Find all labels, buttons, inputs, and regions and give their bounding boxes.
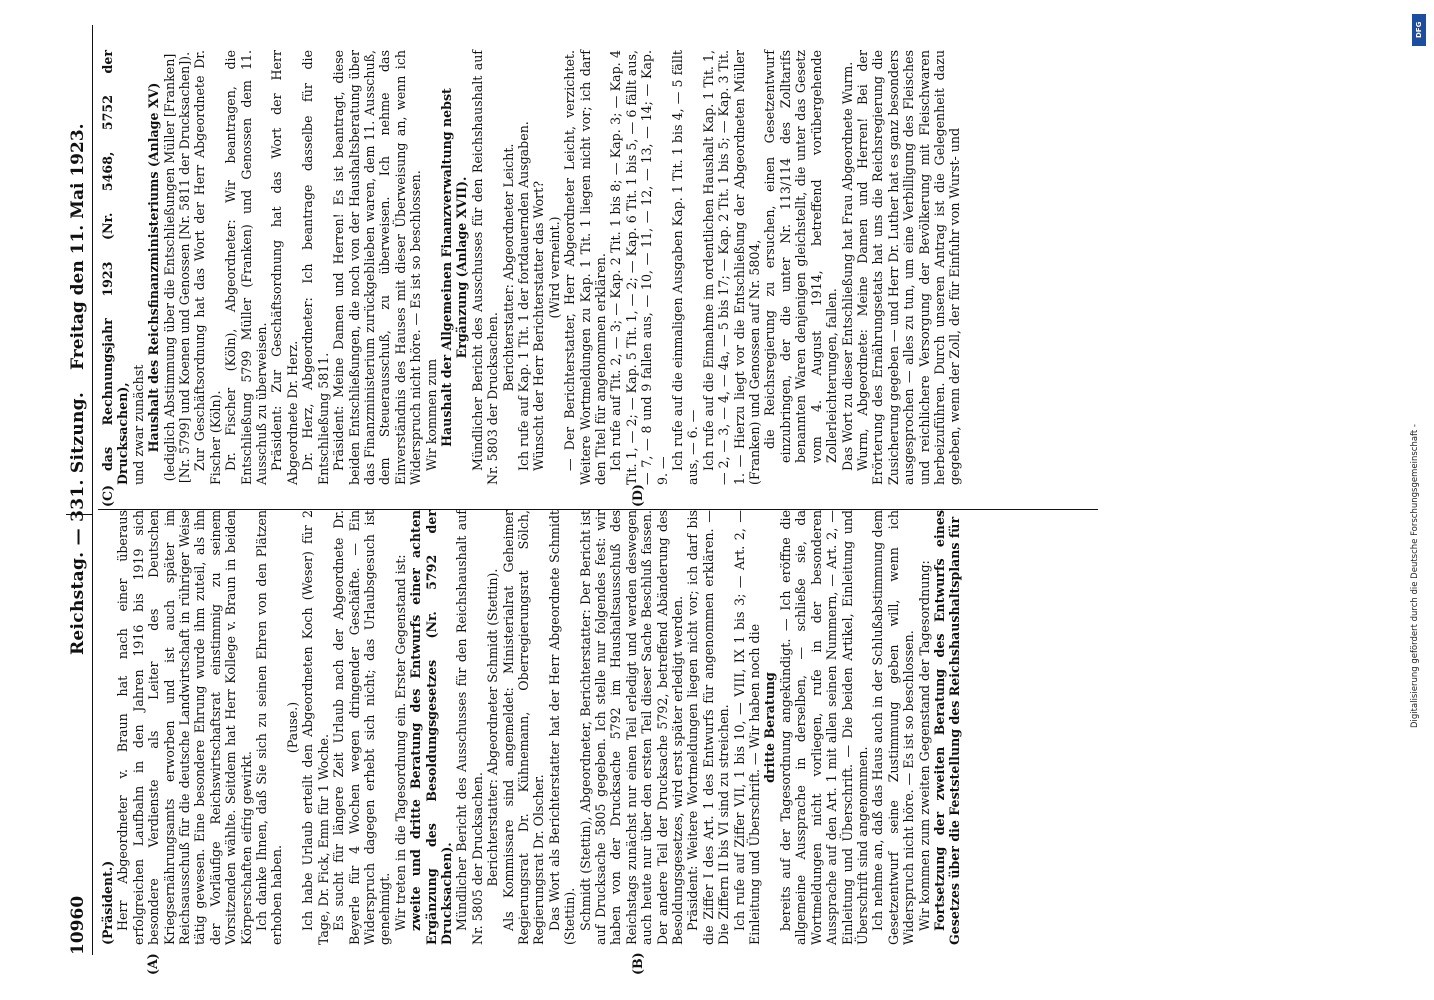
speech: Schmidt (Stettin), Abgeordneter, Berichterstatter: Der Bericht ist auf Drucksache 5805 gegeben. Ich stelle nur folgendes fest: wir haben von der Drucksache 5792 im Haushaltsausschuß des Reichstags zunächst nur einen Teil erledigt und werden deswegen auch heute nur über den ersten Teil dieser Sache Beschluß fassen. Der andere Teil der Drucksache 5792, betreffend Abänderung des Besoldungsgesetzes, wird erst später erledigt werden. [577,510,686,945]
page-number: 10960 [68,895,88,955]
paragraph: Ich rufe auf Tit. 2, — 3; — Kap. 2 Tit. 1 bis 8; — Kap. 3; — Kap. 4 Tit. 1, — 2; — Kap. 5 Tit. 1, — 2; — Kap. 6 Tit. 1 bis 5, — 6 fällt aus, — 7, — 8 und 9 fallen aus, — 10, — 11, — 12, — 13, — 14; — Kap. 9. — [608,50,670,485]
dfg-logo: DFG [1412,14,1426,46]
subheading: dritte Beratung [762,672,778,783]
margin-marker-c: (C) [100,485,115,507]
paragraph: Es sucht für längere Zeit Urlaub nach der Abgeordnete Dr. Beyerle für 4 Wochen wegen dringender Geschäfte. — Ein Widerspruch dagegen erhebt sich nicht; das Urlaubsgesuch ist genehmigt. [331,510,393,945]
paragraph: Herr Abgeordneter v. Braun hat nach einer überaus erfolgreichen Laufbahn in den Jahren 1916 bis 1919 sich besondere Verdienste als Leiter des Deutschen Kriegsernährungsamts erworben und ist auch später im Reichsausschuß für die deutsche Landwirtschaft in rühriger Weise tätig gewesen. Eine besondere Ehrung wurde ihm zuteil, als ihn der Vorläufige Reichswirtschaftsrat einstimmig zu seinem Vorsitzenden wählte. Seitdem hat Herr Kollege v. Braun in beiden Körperschaften eifrig gewirkt. [115,510,254,945]
credit-text: Digitalisierung gefördert durch die Deutsche Forschungsgemeinschaft - [1410,424,1420,728]
paragraph: Ich habe Urlaub erteilt den Abgeordneten Koch (Weser) für 2 Tage, Dr. Fick, Emn für 1 Woche. [300,510,331,945]
paragraph: Ich rufe auf Kap. 1 Tit. 1 der fortdauernden Ausgaben. [515,121,531,471]
paragraph: Ich danke Ihnen, daß Sie sich zu seinen Ehren von den Plätzen erhoben haben. [254,510,285,945]
speech: Präsident: Meine Damen und Herren! Es ist beantragt, diese beiden Entschließungen, die noch von der Haushaltsberatung über das Finanzministerium zurückgeblieben waren, dem 11. Ausschuß, dem Steuerausschuß, zu überweisen. Ich nehme das Einverständnis des Hauses mit dieser Überweisung an, wenn ich Widerspruch nicht höre. — Es ist so beschlossen. [331,50,424,485]
speech: Präsident: Zur Geschäftsordnung hat das Wort der Herr Abgeordnete Dr. Herz. [269,50,300,485]
paragraph: Das Wort zu dieser Entschließung hat Frau Abgeordnete Wurm. [839,61,855,471]
paragraph: Ich rufe auf die Einnahme im ordentlichen Haushalt Kap. 1 Tit. 1, — 2, — 3, — 4, — 4a, — 5 bis 17; — Kap. 2 Tit. 1 bis 5; — Kap. 3 Tit. 1. — Hierzu liegt vor die Entschließung der Abgeordneten Müller (Franken) und Genossen auf Nr. 5804, [700,50,763,485]
speech: Präsident: Weitere Wortmeldungen liegen nicht vor; ich darf bis die Ziffer I des Art. 1 des Entwurfs für angenommen erklären. — Die Ziffern II bis VI sind zu streichen. [685,510,732,945]
speaker-label: (Präsident.) [100,860,115,945]
paragraph: Mündlicher Bericht des Ausschusses für den Reichshaushalt auf Nr. 5803 der Drucksachen. [469,50,501,485]
paragraph: und zwar zunächst [130,364,146,485]
margin-marker-a: (A) [145,953,160,975]
rapporteur-line: Berichterstatter: Abgeordneter Schmidt (Stettin). [485,568,501,887]
paragraph: Ich nehme an, daß das Haus auch in der Schlußabstimmung dem Gesetzentwurf seine Zustimmung geben will, wenn ich Widerspruch nicht höre. — Es ist so beschlossen. [870,510,917,945]
paragraph: Ich rufe auf Ziffer VII, 1 bis 10, — VIII, IX 1 bis 3; — Art. 2, — Einleitung und Überschrift. — Wir haben noch die [731,510,763,945]
paragraph: Als Kommissare sind angemeldet: Ministerialrat Geheimer Regierungsrat Dr. Kühnemann, Oberregierungsrat Sölch, Regierungsrat Dr. Olscher. [500,510,547,945]
speech: Dr. Herz, Abgeordneter: Ich beantrage dasselbe für die Entschließung 5811. [300,50,331,485]
note: (lediglich Abstimmung über die Entschließungen Müller [Franken] [Nr. 5799] und Koenen und Genossen [Nr. 5811 der Drucksachen]). [161,51,193,484]
paragraph: Wir treten in die Tagesordnung ein. Erster Gegenstand ist: [392,554,408,931]
session-date: Freitag den 11. Mai 1923. [68,123,88,370]
agenda-item-cont: das Rechnungsjahr 1923 (Nr. 5468, 5752 der Drucksachen), [100,50,131,485]
rapporteur-line: Berichterstatter: Abgeordneter Leicht. [500,143,516,392]
stage-note: (Wird verneint.) [546,216,562,319]
right-column [100,50,963,485]
budget-heading: Haushalt der Allgemeinen Finanzverwaltung nebst Ergänzung (Anlage XVII). [438,88,470,447]
agenda-item: zweite und dritte Beratung des Entwurfs einer achten Ergänzung des Besoldungsgesetzes (Nr. 5792 der Drucksachen). [408,510,454,945]
running-header [60,25,93,955]
session-title: Reichstag. — 331. Sitzung. [68,391,88,655]
margin-marker-d: (D) [630,484,645,507]
margin-marker-b: (B) [630,952,645,975]
paragraph: Mündlicher Bericht des Ausschusses für den Reichshaushalt auf Nr. 5805 der Drucksachen. [454,510,485,945]
digitization-credit [1410,8,1430,998]
resolution-text: die Reichsregierung zu ersuchen, einen Gesetzentwurf einzubringen, der die unter Nr. 113/114 des Zolltarifs benannten Waren denjenigen gleichstellt, die unter das Gesetz vom 4. August 1914, betreffend vorübergehende Zollerleichterungen, fallen. [762,50,840,463]
left-column [100,510,963,945]
header-divider [66,514,93,515]
paragraph: Ich rufe auf die einmaligen Ausgaben Kap. 1 Tit. 1 bis 4, — 5 fällt aus, — 6. — [670,50,701,485]
paragraph: Zur Geschäftsordnung hat das Wort der Herr Abgeordnete Dr. Fischer (Köln). [192,50,223,485]
paragraph: — Der Berichterstatter, Herr Abgeordneter Leicht, verzichtet. Weitere Wortmeldungen zu Kap. 1 Tit. 1 liegen nicht vor; ich darf den Titel für angenommen erklären. [562,50,608,485]
speech: Dr. Fischer (Köln), Abgeordneter: Wir beantragen, die Entschließung 5799 Müller (Franken) und Genossen dem 11. Ausschuß zu überweisen. [223,50,270,485]
paragraph: Wünscht der Herr Berichterstatter das Wort? [531,181,547,471]
budget-heading: Haushalt des Reichsfinanzministeriums (Anlage XV) [146,82,162,453]
paragraph: Wir kommen zum zweiten Gegenstand der Tagesordnung: [916,560,932,931]
paragraph: Das Wort als Berichterstatter hat der Herr Abgeordnete Schmidt (Stettin). [546,510,578,945]
speech: Wurm, Abgeordnete: Meine Damen und Herren! Bei der Erörterung des Ernährungsetats hat uns die Reichsregierung die Zusicherung gegeben — und Herr Dr. Luther hat es ganz besonders ausgesprochen — alles zu tun, um eine Verbilligung des Fleisches und reichlichere Versorgung der Bevölkerung mit Fleischwaren herbeizuführen. Durch unseren Antrag ist die Gelegenheit dazu gegeben, wenn der Zoll, der für Einfuhr von Wurst- und [854,50,963,485]
paragraph: Wir kommen zum [423,358,439,471]
agenda-item: Fortsetzung der zweiten Beratung des Entwurfs eines Gesetzes über die Feststellung des Reichshaushaltsplans für [931,510,963,945]
stage-note: (Pause.) [284,701,300,754]
paragraph: bereits auf der Tagesordnung angekündigt. — Ich eröffne die allgemeine Aussprache in derselben, — schließe sie, da Wortmeldungen nicht vorliegen, rufe in der besonderen Aussprache auf den Art. 1 mit allen seinen Nummern, — Art. 2, — Einleitung und Überschrift. — Die beiden Artikel, Einleitung und Überschrift sind angenommen. [777,510,870,945]
